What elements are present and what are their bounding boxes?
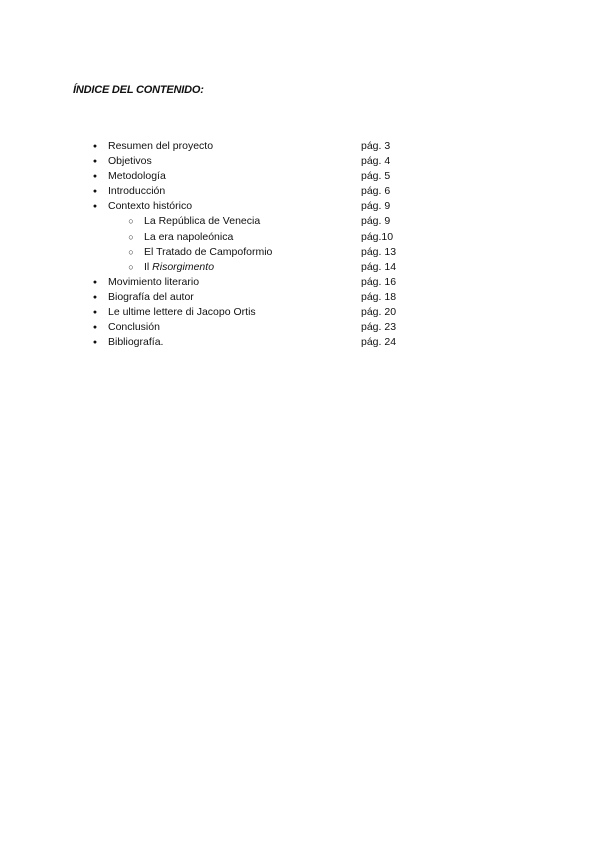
bullet-icon: ● xyxy=(92,324,98,332)
bullet-icon: ● xyxy=(92,173,98,181)
list-item xyxy=(0,154,600,169)
sub-list-item xyxy=(0,245,600,260)
list-item xyxy=(0,199,600,214)
entry-label: Objetivos xyxy=(108,155,152,168)
list-item xyxy=(0,320,600,335)
sub-list-item xyxy=(0,214,600,229)
hollow-bullet-icon: ○ xyxy=(128,261,134,272)
page-number: pág. 3 xyxy=(361,140,391,152)
bullet-icon: ● xyxy=(92,278,98,286)
entry-label: Introducción xyxy=(108,185,166,198)
sub-list-item xyxy=(0,260,600,275)
list-item xyxy=(0,290,600,305)
entry-label-prefix: Il xyxy=(144,260,153,273)
entry-label: El Tratado de Campoformio xyxy=(144,245,273,258)
bullet-icon: ● xyxy=(92,293,98,301)
list-item xyxy=(0,139,600,154)
page-number: pág. 20 xyxy=(361,306,397,319)
page-number: pág. 6 xyxy=(361,185,391,198)
page-number: pág. 13 xyxy=(361,245,397,258)
list-item xyxy=(0,184,600,199)
page-number: pág. 24 xyxy=(361,336,397,349)
bullet-icon: ● xyxy=(92,339,98,347)
hollow-bullet-icon: ○ xyxy=(128,231,134,242)
page-number: pág. 9 xyxy=(361,200,391,213)
table-of-contents xyxy=(0,139,600,350)
entry-label: La era napoleónica xyxy=(144,230,234,243)
hollow-bullet-icon: ○ xyxy=(128,246,134,257)
list-item xyxy=(0,275,600,290)
entry-label: Resumen del proyecto xyxy=(108,140,214,152)
bullet-icon: ● xyxy=(92,158,98,166)
entry-label-italic: Risorgimento xyxy=(152,260,215,273)
entry-label: Metodología xyxy=(108,170,166,183)
entry-label: Conclusión xyxy=(108,321,160,334)
page-title: ÍNDICE DEL CONTENIDO: xyxy=(73,84,204,96)
page-number: pág. 14 xyxy=(361,260,397,273)
page-number: pág. 5 xyxy=(361,170,391,183)
sub-list-item xyxy=(0,230,600,245)
entry-label: La República de Venecia xyxy=(144,215,261,228)
entry-label xyxy=(144,260,214,275)
list-item xyxy=(0,305,600,320)
list-item xyxy=(0,335,600,350)
bullet-icon: ● xyxy=(92,188,98,196)
bullet-icon: ● xyxy=(92,309,98,317)
entry-label: Movimiento literario xyxy=(108,275,200,288)
bullet-icon: ● xyxy=(92,143,98,150)
page-number: pág. 16 xyxy=(361,275,397,288)
list-item xyxy=(0,169,600,184)
page-number: pág. 18 xyxy=(361,290,397,303)
entry-label: Contexto histórico xyxy=(108,200,193,213)
entry-label: Biografía del autor xyxy=(108,290,194,303)
page-number: pág.10 xyxy=(361,230,394,243)
page-number: pág. 23 xyxy=(361,321,397,334)
bullet-icon: ● xyxy=(92,203,98,211)
page-number: pág. 4 xyxy=(361,155,391,168)
page-number: pág. 9 xyxy=(361,215,391,228)
hollow-bullet-icon: ○ xyxy=(128,216,134,227)
entry-label: Le ultime lettere di Jacopo Ortis xyxy=(108,306,256,319)
entry-label: Bibliografía. xyxy=(108,336,164,349)
